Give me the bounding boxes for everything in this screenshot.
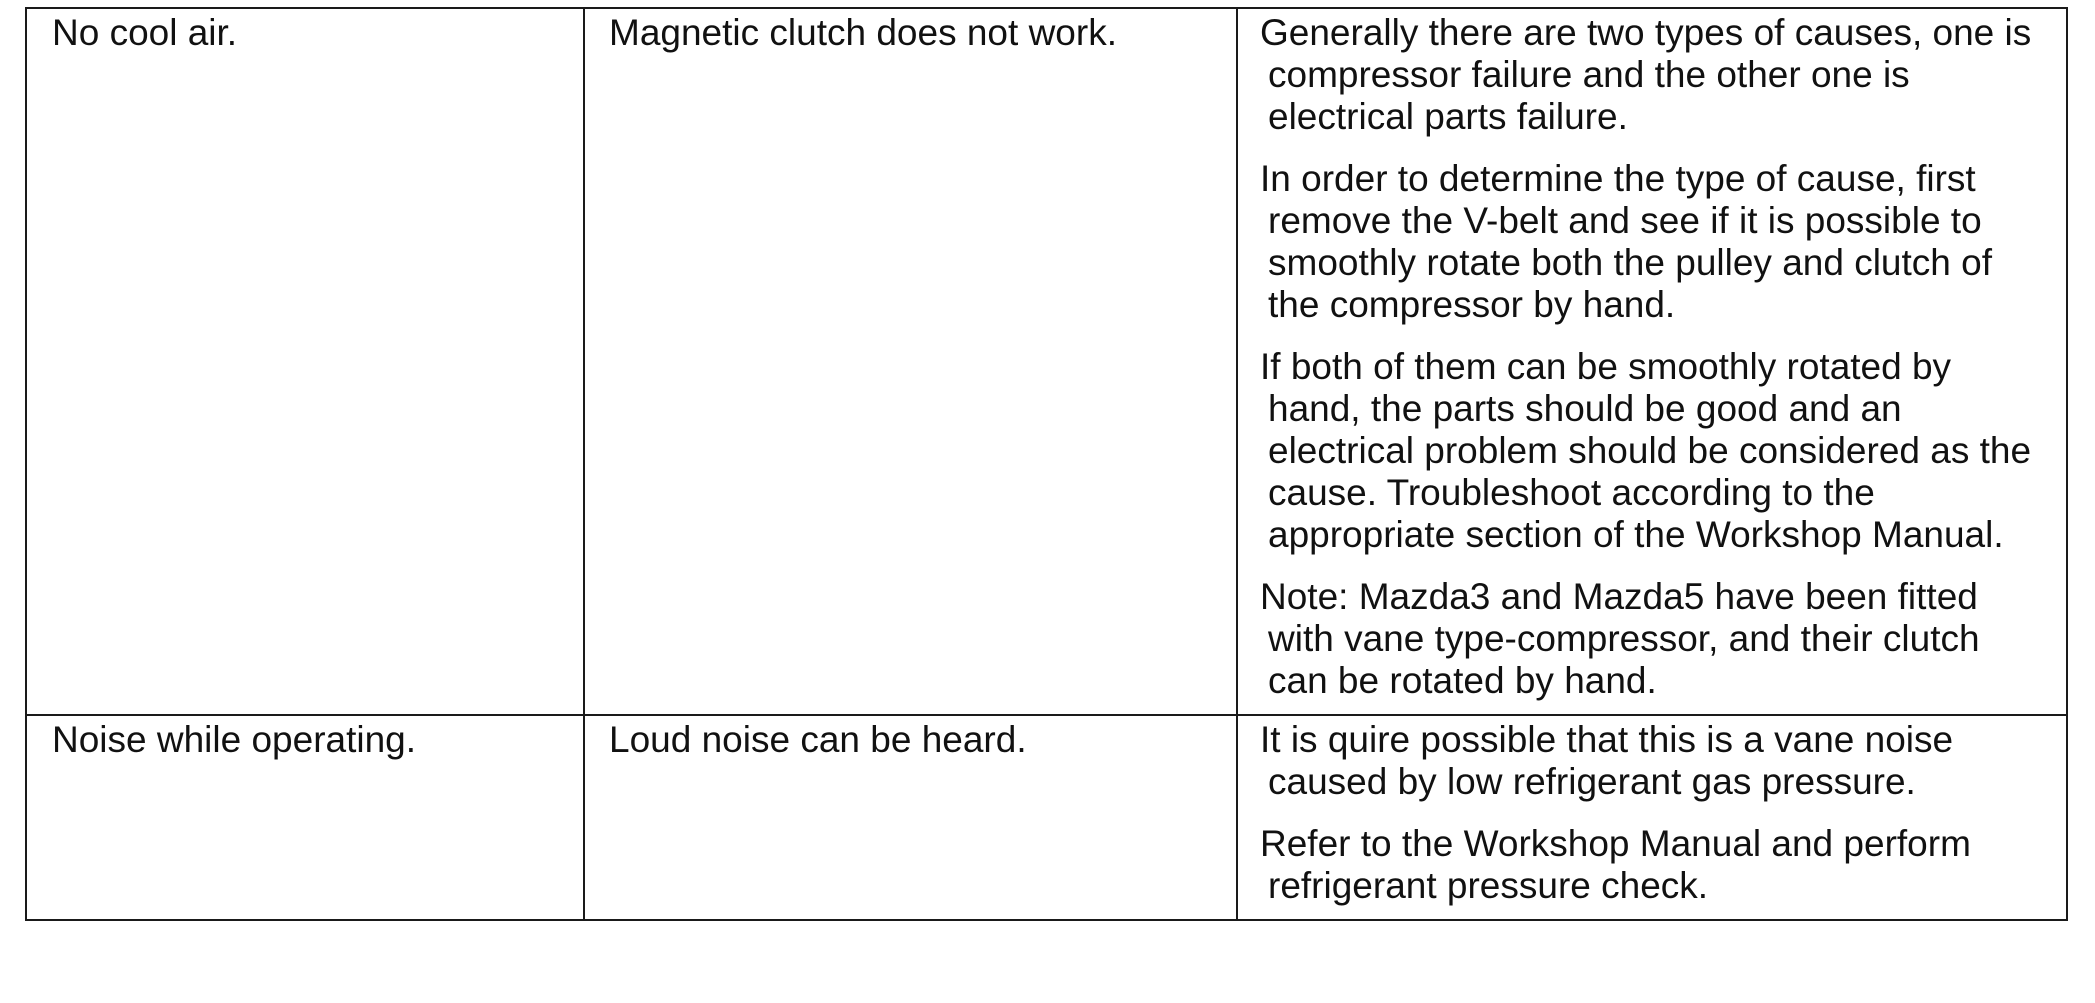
table-row (26, 8, 2067, 715)
action-paragraph: Generally there are two types of causes, one is compressor failure and the other one is electrical parts failure. (1260, 12, 2032, 137)
table-row (26, 715, 2067, 920)
action-cell (1237, 715, 2067, 920)
action-cell (1237, 8, 2067, 715)
condition-cell: Loud noise can be heard. (584, 715, 1237, 920)
action-paragraph: If both of them can be smoothly rotated by hand, the parts should be good and an electrical problem should be considered as the cause. Troubleshoot according to the appropriate section of the Workshop Manual. (1260, 346, 2032, 555)
action-paragraph: In order to determine the type of cause, first remove the V-belt and see if it is possible to smoothly rotate both the pulley and clutch of the compressor by hand. (1260, 158, 1992, 325)
symptom-cell: No cool air. (26, 8, 584, 715)
troubleshooting-table (25, 7, 2068, 921)
symptom-cell: Noise while operating. (26, 715, 584, 920)
action-paragraph: It is quire possible that this is a vane noise caused by low refrigerant gas pressure. (1260, 719, 1954, 802)
action-paragraph: Note: Mazda3 and Mazda5 have been fitted with vane type-compressor, and their clutch can be rotated by hand. (1260, 576, 1980, 701)
condition-cell: Magnetic clutch does not work. (584, 8, 1237, 715)
action-paragraph: Refer to the Workshop Manual and perform refrigerant pressure check. (1260, 823, 1971, 906)
